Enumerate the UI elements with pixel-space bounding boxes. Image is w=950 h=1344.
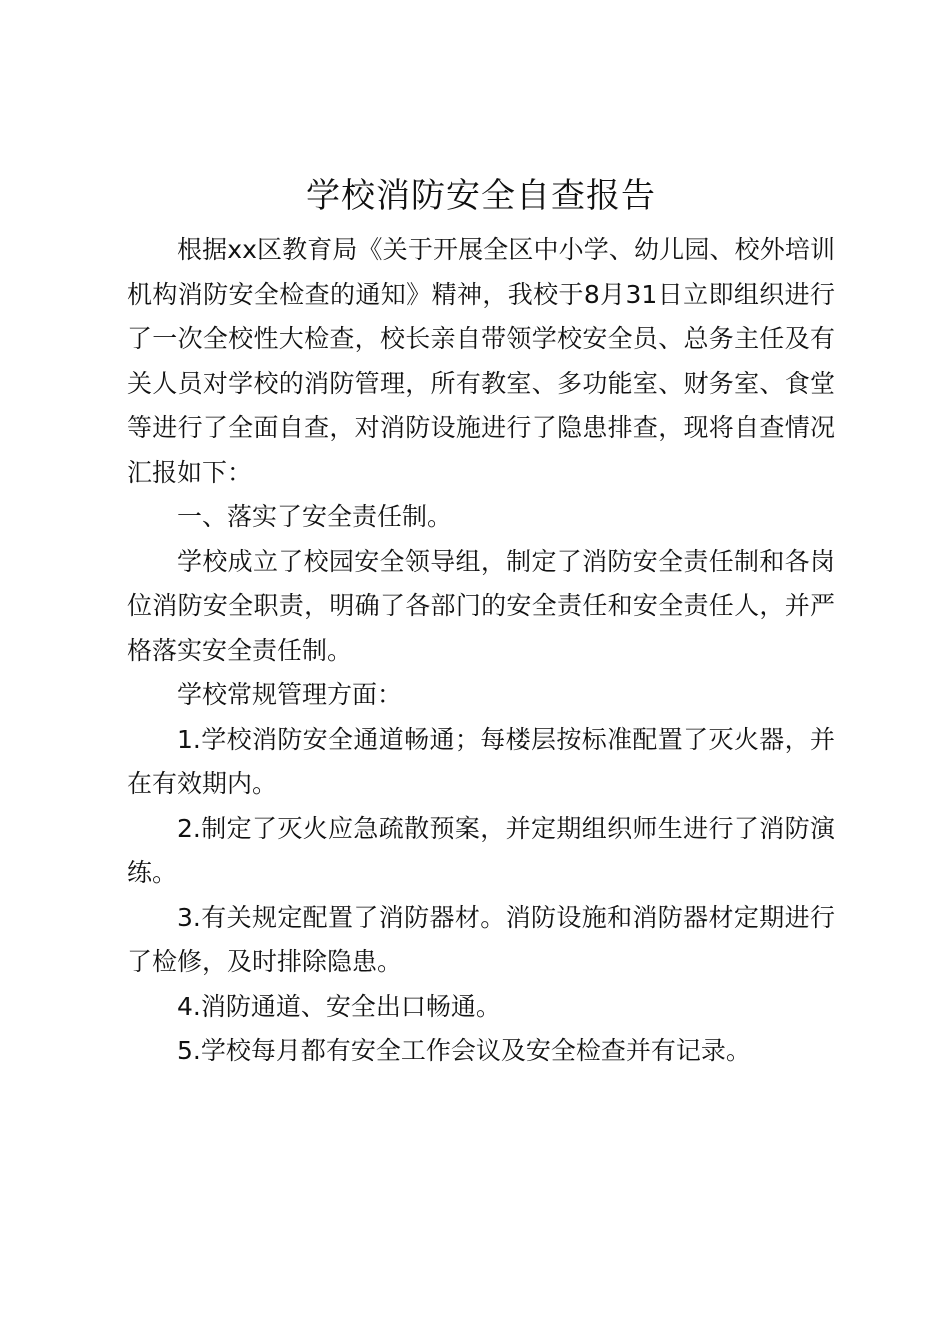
paragraph-section-heading: 一、落实了安全责任制。	[177, 502, 453, 531]
list-item-2: 2.制定了灭火应急疏散预案，并定期组织师生进行了消防演练。	[127, 813, 835, 887]
document-title: 学校消防安全自查报告	[306, 176, 656, 216]
list-item-1: 1.学校消防安全通道畅通；每楼层按标准配置了灭火器，并在有效期内。	[127, 724, 835, 798]
list-item-3: 3.有关规定配置了消防器材。消防设施和消防器材定期进行了检修，及时排除隐患。	[127, 902, 835, 976]
document-page	[127, 170, 835, 1074]
paragraph-management-heading: 学校常规管理方面：	[177, 680, 403, 709]
list-item-4: 4.消防通道、安全出口畅通。	[177, 991, 501, 1021]
paragraph-responsibility: 学校成立了校园安全领导组，制定了消防安全责任制和各岗位消防安全职责，明确了各部门的安全责任和安全责任人，并严格落实安全责任制。	[127, 546, 835, 665]
list-item-5: 5.学校每月都有安全工作会议及安全检查并有记录。	[177, 1036, 751, 1065]
paragraph-intro: 根据xx区教育局《关于开展全区中小学、幼儿园、校外培训机构消防安全检查的通知》精神，我校于8月31日立即组织进行了一次全校性大检查，校长亲自带领学校安全员、总务主任及有关人员对学校的消防管理，所有教室、多功能室、财务室、食堂等进行了全面自查，对消防设施进行了隐患排查，现将自查情况汇报如下：	[127, 235, 835, 487]
